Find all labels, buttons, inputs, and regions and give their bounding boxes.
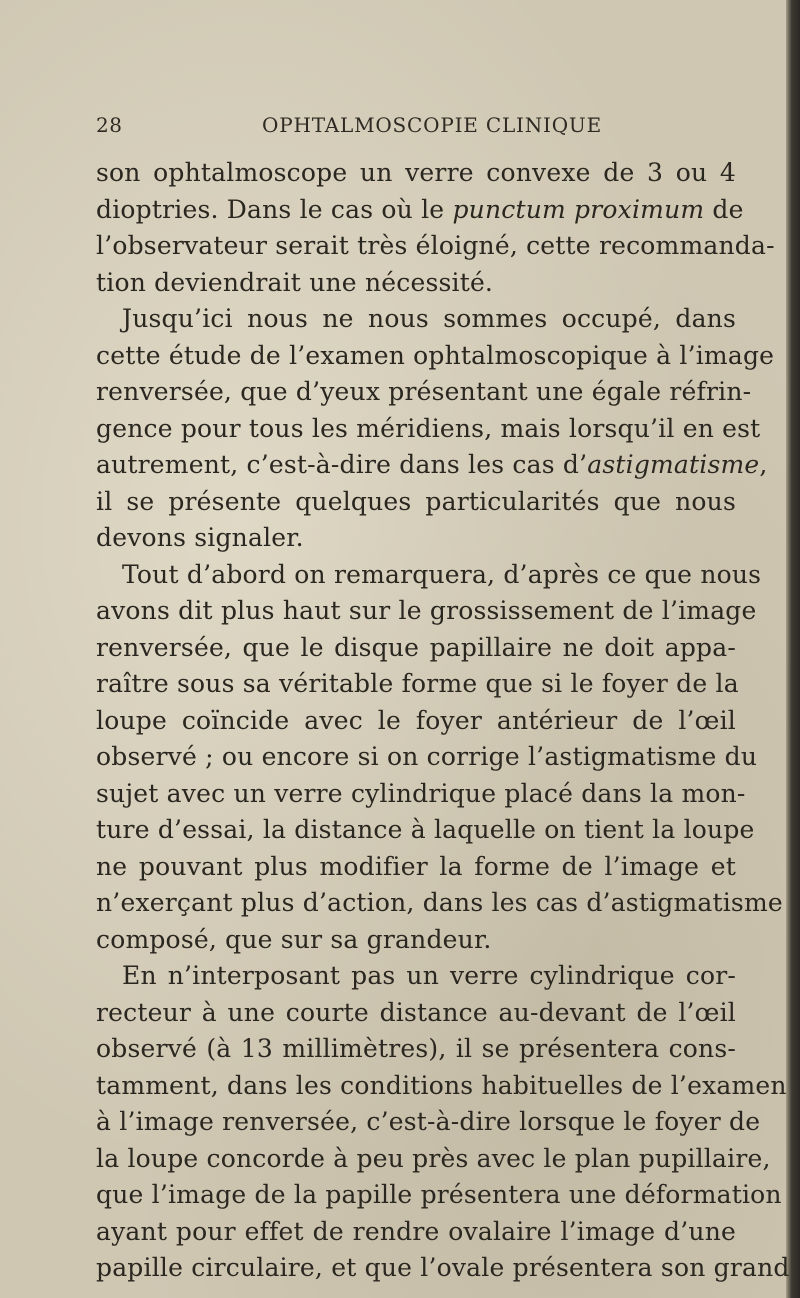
text-line: son ophtalmoscope un verre convexe de 3 ou 4 [96, 158, 736, 187]
text-line: ture d’essai, la distance à laquelle on tient la loupe [96, 815, 755, 844]
text-line: ne pouvant plus modifier la forme de l’image et [96, 851, 736, 881]
running-head-title: OPHTALMOSCOPIE CLINIQUE [262, 113, 602, 137]
text-line: renversée, que d’yeux présentant une égale réfrin- [96, 377, 752, 406]
running-head [96, 113, 736, 143]
text-line: à l’image renversée, c’est-à-dire lorsque le foyer de [96, 1107, 761, 1136]
text-line: raître sous sa véritable forme que si le foyer de la [96, 669, 739, 698]
text-line: autrement, c’est-à-dire dans les cas d’astigmatisme, [96, 450, 768, 479]
italic-term: astigmatisme [587, 450, 760, 479]
page-edge-shadow [786, 0, 800, 1298]
text-line: dioptries. Dans le cas où le punctum proximum de [96, 194, 744, 224]
text-line: l’observateur serait très éloigné, cette recommanda- [96, 231, 775, 260]
text-line: que l’image de la papille présentera une déformation [96, 1180, 782, 1209]
text-line: cette étude de l’examen ophtalmoscopique à l’image [96, 340, 775, 370]
text-line: ayant pour effet de rendre ovalaire l’image d’une [96, 1216, 736, 1246]
text-line: renversée, que le disque papillaire ne doit appa- [96, 632, 736, 662]
text-line: n’exerçant plus d’action, dans les cas d’astigmatisme [96, 888, 783, 917]
page-number: 28 [96, 113, 123, 137]
italic-term: punctum proximum [452, 194, 705, 224]
text-line: avons dit plus haut sur le grossissement de l’image [96, 596, 757, 625]
text-line: observé (à 13 millimètres), il se présentera cons- [96, 1034, 736, 1063]
text-line: recteur à une courte distance au-devant de l’œil [96, 997, 736, 1027]
text-line: sujet avec un verre cylindrique placé dans la mon- [96, 778, 746, 808]
text-line: devons signaler. [96, 523, 304, 552]
text-line: observé ; ou encore si on corrige l’astigmatisme du [96, 742, 758, 771]
text-line: gence pour tous les méridiens, mais lorsqu’il en est [96, 413, 761, 443]
text-line: la loupe concorde à peu près avec le plan pupillaire, [96, 1143, 771, 1173]
paragraph-start-line: Tout d’abord on remarquera, d’après ce que nous [122, 559, 762, 589]
text-line: il se présente quelques particularités que nous [96, 486, 736, 516]
paragraph-start-line: En n’interposant pas un verre cylindrique cor- [122, 961, 736, 990]
paragraph-start-line: Jusqu’ici nous ne nous sommes occupé, dans [122, 304, 736, 333]
text-line: composé, que sur sa grandeur. [96, 924, 492, 954]
text-line: papille circulaire, et que l’ovale présentera son grand [96, 1253, 790, 1282]
text-line: tamment, dans les conditions habituelles de l’examen [96, 1070, 787, 1100]
body-text [96, 155, 790, 1287]
text-line: loupe coïncide avec le foyer antérieur de l’œil [96, 705, 736, 735]
text-line: tion deviendrait une nécessité. [96, 267, 494, 297]
